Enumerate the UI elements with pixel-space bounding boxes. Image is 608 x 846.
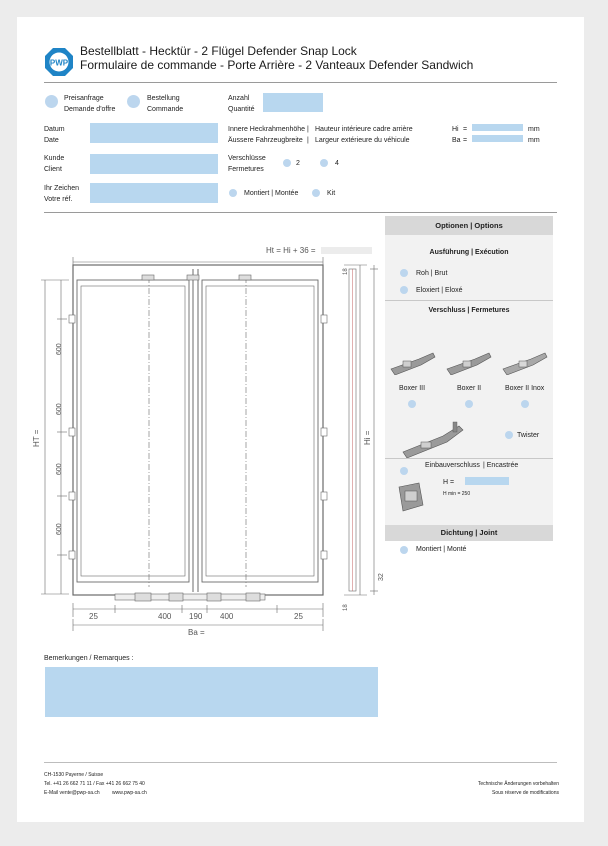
remarks-label: Bemerkungen / Remarques : (44, 655, 134, 662)
boxer-2-inox-radio[interactable] (521, 400, 529, 408)
ht-dim-label: HT = (32, 429, 41, 447)
title-de: Bestellblatt - Hecktür - 2 Flügel Defender Snap Lock (80, 44, 357, 58)
closures-2-radio[interactable] (283, 159, 291, 167)
encastree-label: | Encastrée (483, 462, 519, 469)
dim-18-top: 18 (343, 268, 349, 275)
footer-disclaimer-de: Technische Änderungen vorbehalten (477, 781, 559, 787)
closures-4-radio[interactable] (320, 159, 328, 167)
commande-label: Commande (147, 106, 184, 113)
ihr-zeichen-label: Ihr Zeichen (44, 185, 80, 192)
innere-label-fr: Hauteur intérieure cadre arrière (315, 126, 413, 133)
pwp-logo-icon (44, 47, 74, 77)
date-label: Date (44, 137, 59, 144)
ba-field[interactable] (472, 135, 523, 142)
preisanfrage-radio[interactable] (45, 95, 58, 108)
aussere-label-fr: Largeur extérieure du véhicule (315, 137, 410, 144)
separator: | (307, 126, 309, 133)
votre-ref-label: Votre réf. (44, 196, 73, 203)
roh-radio[interactable] (400, 269, 408, 277)
hi-label: Hi (452, 126, 459, 133)
dichtung-montiert-label: Montiert | Monté (416, 546, 467, 553)
dim-400-left: 400 (158, 612, 172, 621)
boxer-2-label: Boxer II (457, 385, 482, 392)
panel-divider (385, 458, 553, 459)
order-sheet (17, 17, 584, 822)
remarks-field[interactable] (45, 667, 378, 717)
dim-600-b: 600 (56, 403, 63, 415)
boxer-3-label: Boxer III (399, 385, 426, 392)
anzahl-label: Anzahl (228, 95, 250, 102)
demande-offre-label: Demande d'offre (64, 106, 116, 113)
header-divider (44, 82, 557, 83)
bestellung-radio[interactable] (127, 95, 140, 108)
quantity-field[interactable] (263, 93, 323, 112)
bestellung-label: Bestellung (147, 95, 180, 102)
dim-32: 32 (378, 573, 385, 581)
ba-label: Ba (452, 137, 461, 144)
client-label: Client (44, 166, 62, 173)
hi-unit: mm (528, 126, 540, 133)
kunde-label: Kunde (44, 155, 65, 162)
kit-label: Kit (327, 190, 336, 197)
boxer-2-radio[interactable] (465, 400, 473, 408)
form-divider (44, 212, 557, 213)
dim-600-a: 600 (56, 343, 63, 355)
h-label: H = (443, 479, 455, 486)
door-drawing (17, 217, 385, 647)
options-panel (385, 216, 553, 553)
dim-18-bottom: 18 (343, 604, 349, 611)
einbau-radio[interactable] (400, 467, 408, 475)
quantite-label: Quantité (228, 106, 255, 113)
ht-formula: Ht = Hi + 36 = (266, 246, 316, 255)
kit-radio[interactable] (312, 189, 320, 197)
footer-address: CH-1530 Payerne / Suisse (44, 772, 104, 778)
eloxiert-label: Eloxiert | Eloxé (416, 287, 463, 294)
dichtung-title: Dichtung | Joint (385, 525, 553, 541)
boxer-2-latch-icon (445, 349, 493, 375)
ba-unit: mm (528, 137, 540, 144)
equals: = (463, 137, 468, 144)
separator: | (307, 137, 309, 144)
twister-latch-icon (399, 420, 467, 460)
dim-600-c: 600 (56, 463, 63, 475)
fermetures-label: Fermetures (228, 166, 264, 173)
ht-value-field[interactable] (321, 247, 372, 254)
client-field[interactable] (90, 154, 218, 174)
footer-web[interactable]: www.pwp-sa.ch (112, 790, 147, 796)
flush-latch-icon (395, 481, 425, 513)
aussere-label-de: Äussere Fahrzeugbreite (228, 137, 303, 144)
date-field[interactable] (90, 123, 218, 143)
twister-label: Twister (517, 432, 540, 439)
panel-divider (385, 300, 553, 301)
hi-dim-label: Hi = (363, 430, 372, 445)
dim-400-right: 400 (220, 612, 234, 621)
roh-label: Roh | Brut (416, 270, 448, 277)
closures-4-label: 4 (335, 160, 339, 167)
dim-600-d: 600 (56, 523, 63, 535)
h-field[interactable] (465, 477, 509, 485)
boxer-2-inox-label: Boxer II Inox (505, 385, 545, 392)
dim-25-left: 25 (89, 612, 98, 621)
verschluss-title: Verschluss | Fermetures (428, 307, 510, 314)
einbau-label: Einbauverschluss (425, 462, 480, 469)
innere-label-de: Innere Heckrahmenhöhe (228, 126, 306, 133)
hi-field[interactable] (472, 124, 523, 131)
logo-text: PWP (49, 58, 69, 68)
boxer-2-inox-latch-icon (501, 349, 549, 375)
ausfuehrung-title: Ausführung | Exécution (429, 249, 509, 256)
title-fr: Formulaire de commande - Porte Arrière - 2 Vanteaux Defender Sandwich (80, 58, 474, 72)
montiert-label: Montiert | Montée (244, 190, 299, 197)
dichtung-radio[interactable] (400, 546, 408, 554)
footer-disclaimer-fr: Sous réserve de modifications (492, 790, 559, 796)
footer-email: E-Mail vente@pwp-sa.ch (44, 790, 100, 796)
verschluesse-label: Verschlüsse (228, 155, 266, 162)
footer-tel: Tel. +41 26 662 71 11 / Fax +41 26 662 75 40 (44, 781, 145, 787)
eloxiert-radio[interactable] (400, 286, 408, 294)
datum-label: Datum (44, 126, 65, 133)
footer-divider (44, 762, 557, 763)
equals: = (463, 126, 468, 133)
twister-radio[interactable] (505, 431, 513, 439)
montiert-radio[interactable] (229, 189, 237, 197)
boxer-3-radio[interactable] (408, 400, 416, 408)
dim-190: 190 (189, 612, 203, 621)
h-min-label: H min = 250 (443, 491, 471, 497)
options-title: Optionen | Options (385, 216, 553, 235)
boxer-3-latch-icon (389, 349, 437, 375)
dim-25-right: 25 (294, 612, 303, 621)
ba-dim-label: Ba = (188, 628, 205, 637)
preisanfrage-label: Preisanfrage (64, 95, 104, 102)
reference-field[interactable] (90, 183, 218, 203)
closures-2-label: 2 (296, 160, 300, 167)
